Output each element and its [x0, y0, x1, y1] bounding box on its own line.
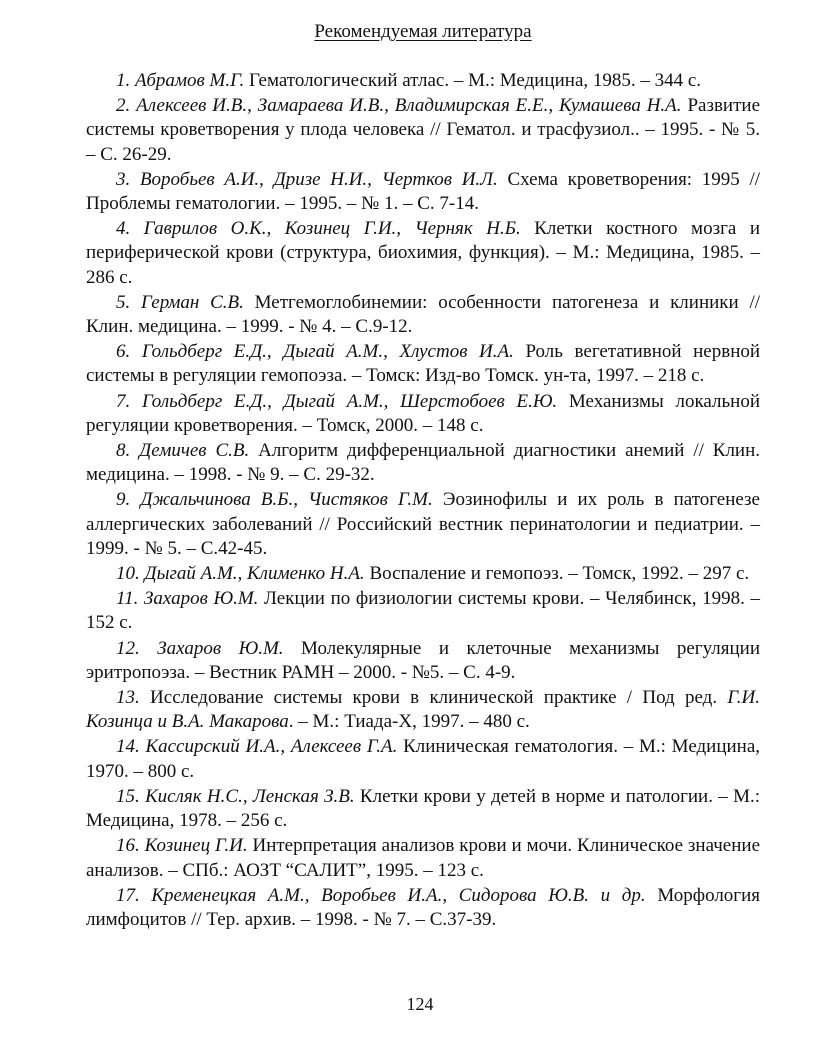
reference-authors: Гольдберг Е.Д., Дыгай А.М., Хлустов И.А. [141, 341, 514, 363]
reference-number: 14. [116, 736, 140, 758]
reference-text: Морфология лимфоцитов // Тер. архив. – 1998. - № 7. – С.37-39. [86, 884, 761, 930]
reference-number: 11. [116, 588, 139, 610]
reference-text: Лекции по физиологии системы крови. – Челябинск, 1998. – 152 с. [86, 588, 761, 634]
reference-text: Воспаление и гемопоэз. – Томск, 1992. – 297 с. [369, 563, 750, 585]
reference-number: 1. [116, 70, 131, 91]
reference-authors: Кременецкая А.М., Воробьев И.А., Сидорова Ю.В. и др. [151, 884, 646, 906]
page-heading: Рекомендуемая литература [314, 21, 532, 42]
reference-number: 10. [116, 563, 140, 585]
reference-item [86, 390, 760, 438]
reference-number: 15. [116, 785, 140, 807]
reference-text: Исследование системы крови в клинической практике / Под ред. [150, 687, 718, 709]
reference-authors: Дыгай А.М., Клименко Н.А. [144, 563, 365, 585]
reference-item [86, 340, 760, 388]
reference-item [86, 488, 760, 561]
reference-authors: Захаров Ю.М. [143, 588, 259, 610]
reference-number: 6. [116, 341, 131, 363]
reference-authors: Кассирский И.А., Алексеев Г.А. [145, 736, 398, 758]
reference-item [86, 69, 760, 93]
reference-authors: Кисляк Н.С., Ленская З.В. [145, 785, 355, 807]
reference-item [86, 884, 760, 932]
reference-text: Гематологический атлас. – М.: Медицина, 1985. – 344 с. [248, 70, 702, 91]
reference-item [86, 587, 760, 635]
reference-text-after: . – М.: Тиада-Х, 1997. – 480 с. [288, 711, 530, 733]
reference-authors: Абрамов М.Г. [135, 70, 245, 91]
reference-text: Эозинофилы и их роль в патогенезе аллергических заболеваний // Российский вестник перинатологии и педиатрии. – 1999. - № 5. – С.42-45. [86, 489, 760, 559]
reference-item [86, 94, 760, 167]
reference-number: 2. [116, 95, 131, 117]
reference-number: 5. [116, 291, 131, 313]
reference-authors: Джальчинова В.Б., Чистяков Г.М. [140, 489, 433, 511]
reference-text: Роль вегетативной нервной системы в регуляции гемопоэза. – Томск: Изд-во Томск. ун-та, 1997. – 218 с. [86, 341, 761, 387]
reference-authors: Козинец Г.И. [144, 835, 248, 857]
reference-item [86, 439, 760, 487]
reference-number: 8. [116, 440, 131, 462]
reference-number: 3. [116, 168, 131, 190]
reference-number: 16. [116, 835, 140, 857]
reference-number: 12. [116, 637, 140, 659]
reference-text: Клетки костного мозга и периферической крови (структура, биохимия, функция). – М.: Медицина, 1985. – 286 с. [86, 218, 761, 288]
reference-number: 7. [116, 390, 131, 412]
reference-number: 13. [116, 687, 140, 709]
reference-editors: Г.И. Козинца и В.А. Макарова [86, 687, 761, 733]
reference-text: Клиническая гематология. – М.: Медицина, 1970. – 800 с. [86, 736, 761, 782]
reference-text: Метгемоглобинемии: особенности патогенеза и клиники // Клин. медицина. – 1999. - № 4. – С.9-12. [86, 291, 761, 338]
reference-number: 17. [116, 884, 140, 906]
reference-text: Развитие системы кроветворения у плода человека // Гематол. и трасфузиол.. – 1995. - № 5. – С. 26-29. [86, 95, 761, 165]
reference-number: 4. [116, 218, 131, 240]
page-number: 124 [406, 994, 434, 1014]
reference-authors: Гаврилов О.К., Козинец Г.И., Черняк Н.Б. [143, 218, 521, 240]
reference-authors: Гольдберг Е.Д., Дыгай А.М., Шерстобоев Е.Ю. [141, 390, 558, 412]
reference-item [86, 735, 760, 783]
reference-item [86, 785, 760, 833]
reference-text: Механизмы локальной регуляции кроветворения. – Томск, 2000. – 148 с. [86, 390, 760, 436]
reference-authors: Захаров Ю.М. [157, 637, 284, 659]
reference-item [86, 562, 760, 586]
reference-authors: Герман С.В. [141, 291, 244, 313]
reference-authors: Воробьев А.И., Дризе Н.И., Чертков И.Л. [139, 168, 498, 190]
reference-text: Схема кроветворения: 1995 // Проблемы гематологии. – 1995. – № 1. – С. 7-14. [86, 168, 761, 215]
reference-item [86, 686, 760, 734]
reference-text: Алгоритм дифференциальной диагностики анемий // Клин. медицина. – 1998. - № 9. – С. 29-32. [86, 440, 761, 486]
reference-item [86, 168, 760, 216]
reference-text: Молекулярные и клеточные механизмы регуляции эритропоэза. – Вестник РАМН – 2000. - №5. – С. 4-9. [86, 637, 760, 683]
reference-item [86, 291, 760, 339]
reference-item [86, 834, 760, 882]
reference-number: 9. [116, 489, 131, 511]
reference-item [86, 637, 760, 685]
reference-item [86, 217, 760, 290]
reference-authors: Алексеев И.В., Замараева И.В., Владимирская Е.Е., Кумашева Н.А. [136, 95, 682, 117]
reference-text: Клетки крови у детей в норме и патологии. – М.: Медицина, 1978. – 256 с. [86, 785, 761, 832]
reference-authors: Демичев С.В. [139, 440, 250, 462]
reference-list [86, 69, 760, 932]
reference-text: Интерпретация анализов крови и мочи. Клиническое значение анализов. – СПб.: АОЗТ “САЛИТ”, 1995. – 123 с. [86, 835, 761, 881]
